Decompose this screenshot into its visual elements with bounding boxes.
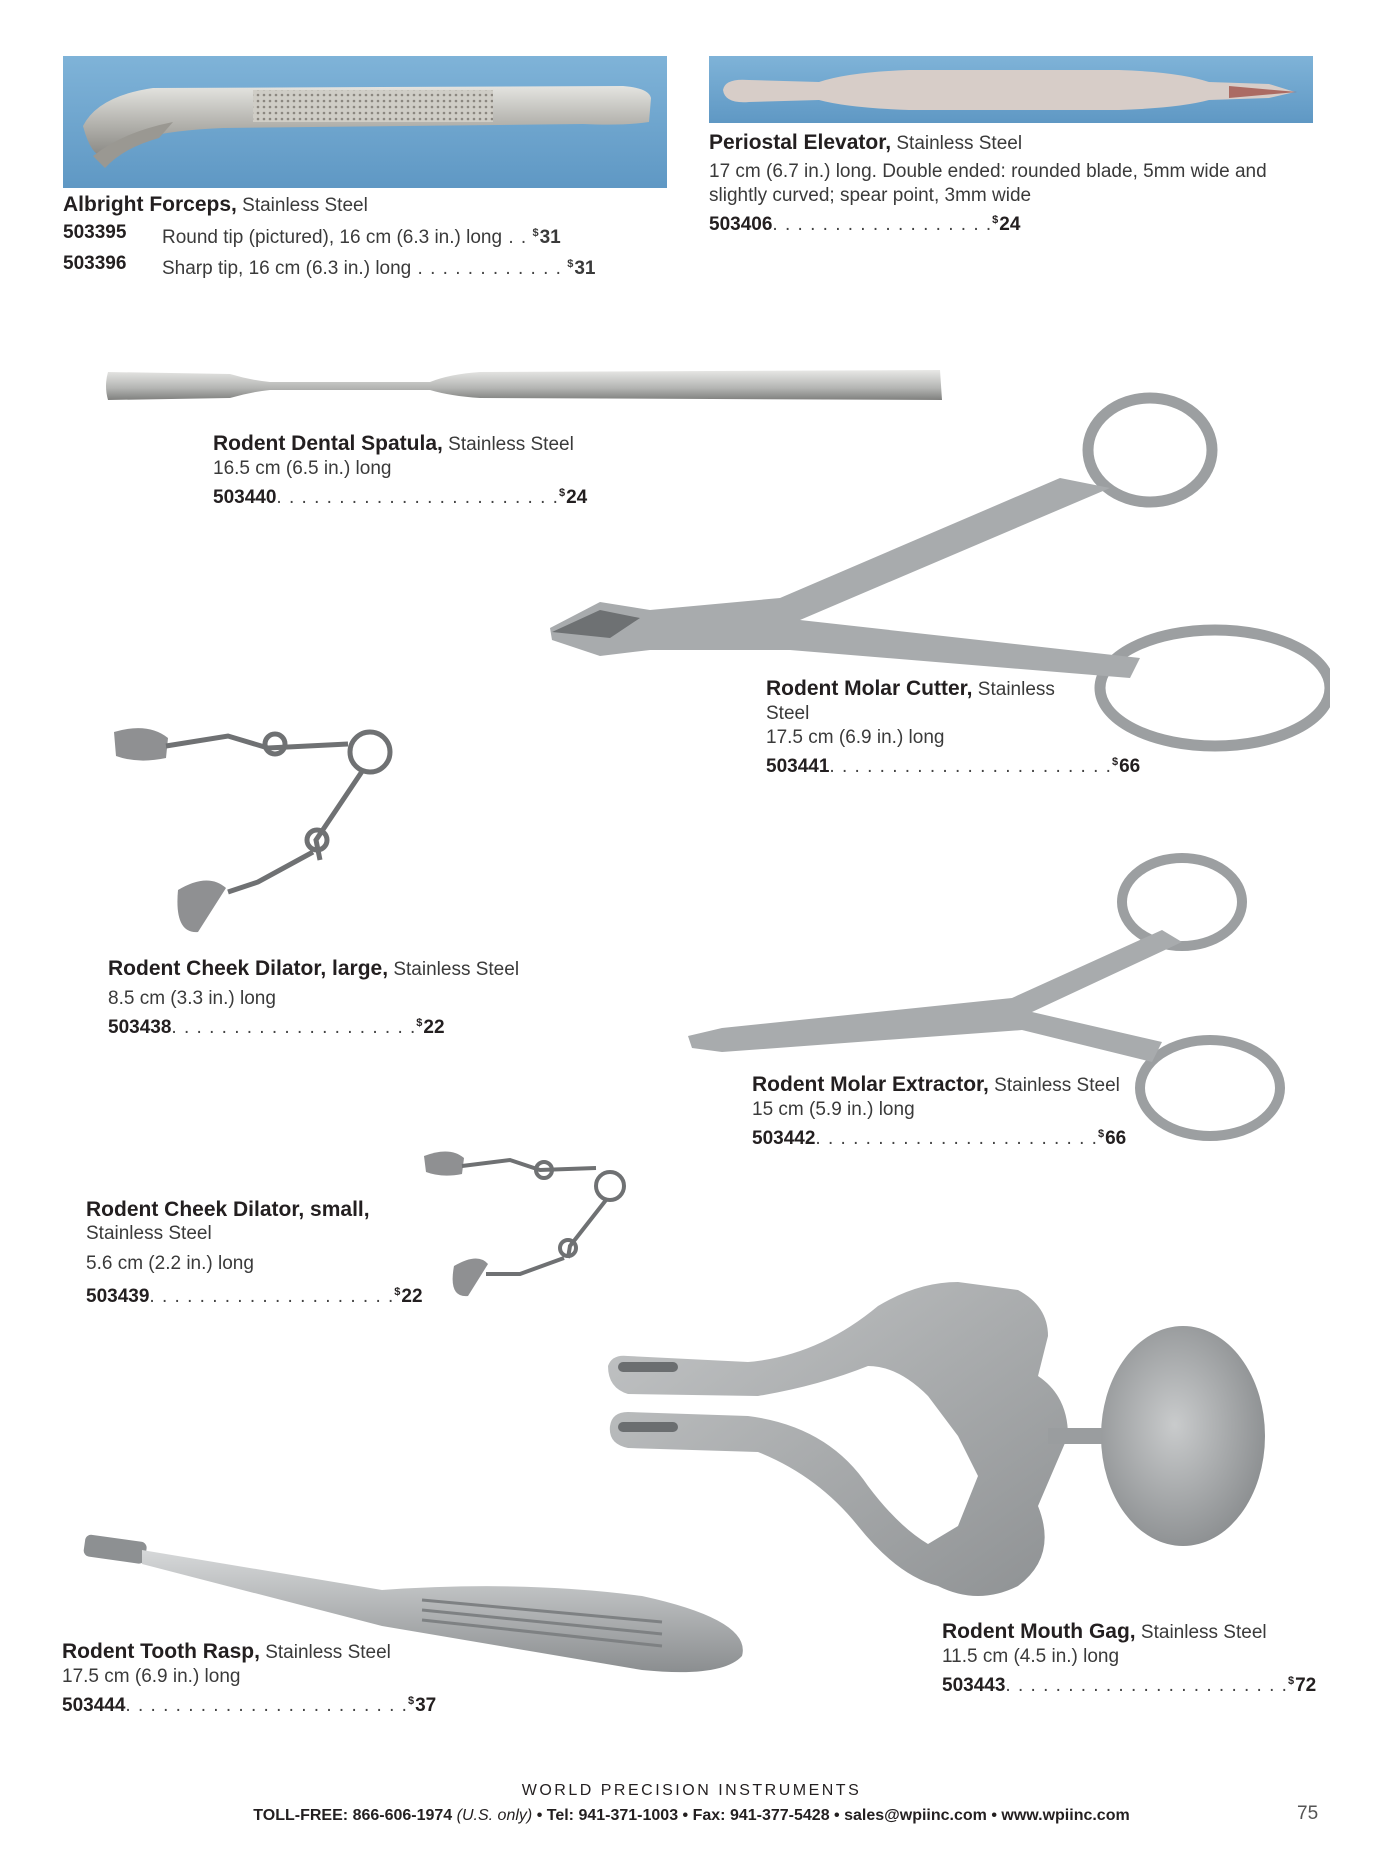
sku: 503396 xyxy=(63,253,127,274)
separator: • xyxy=(536,1807,543,1824)
fax: Fax: 941-377-5428 xyxy=(692,1807,830,1824)
website-link[interactable]: www.wpiinc.com xyxy=(1001,1807,1130,1824)
footer-contact-line xyxy=(0,1807,1383,1825)
product-row xyxy=(63,221,583,250)
sku: 503443 xyxy=(942,1675,1006,1696)
dilator-large-heading xyxy=(108,957,568,982)
cheek-dilator-large-photo xyxy=(108,722,398,940)
product-material: Stainless Steel xyxy=(994,1075,1120,1096)
sku: 503440 xyxy=(213,487,277,508)
product-material: Stainless Steel xyxy=(242,195,368,216)
extractor-heading xyxy=(752,1073,1192,1098)
periostal-elevator-block xyxy=(709,131,1309,237)
leader-dots: . . xyxy=(502,227,528,248)
product-name: Rodent Mouth Gag, xyxy=(942,1620,1136,1643)
product-description: 8.5 cm (3.3 in.) long xyxy=(108,988,276,1009)
separator: • xyxy=(682,1807,689,1824)
product-name: Rodent Cheek Dilator, small, xyxy=(86,1198,370,1221)
product-row xyxy=(766,750,1141,779)
product-description-cont: slightly curved; spear point, 3mm wide xyxy=(709,185,1032,206)
email-link[interactable]: sales@wpiinc.com xyxy=(844,1807,987,1824)
cheek-dilator-large-block xyxy=(108,957,568,1040)
product-material: Stainless xyxy=(977,679,1055,700)
periostal-heading xyxy=(709,131,1309,156)
telephone[interactable]: Tel: 941-371-1003 xyxy=(546,1807,679,1824)
price: $37 xyxy=(407,1695,437,1716)
cutter-heading xyxy=(766,677,1066,702)
price: $22 xyxy=(416,1017,445,1038)
product-row xyxy=(942,1669,1342,1698)
sku: 503444 xyxy=(62,1695,126,1716)
us-only-note: (U.S. only) xyxy=(456,1807,533,1824)
leader-dots: . . . . . . . . . . . . . . . . . . . . . . . xyxy=(276,487,559,508)
product-material: Stainless Steel xyxy=(393,959,520,980)
price: $31 xyxy=(567,258,596,279)
product-description: 16.5 cm (6.5 in.) long xyxy=(213,458,392,479)
leader-dots: . . . . . . . . . . . . . . . . . . . . xyxy=(149,1286,395,1307)
albright-forceps-heading xyxy=(63,193,583,218)
product-description: 17.5 cm (6.9 in.) long xyxy=(766,727,945,748)
product-name: Rodent Dental Spatula, xyxy=(213,432,443,455)
separator: • xyxy=(991,1807,997,1824)
row-description: Sharp tip, 16 cm (6.3 in.) long xyxy=(162,258,412,279)
price: $66 xyxy=(1097,1128,1127,1149)
product-name: Rodent Molar Extractor, xyxy=(752,1073,989,1096)
footer-brand: WORLD PRECISION INSTRUMENTS xyxy=(521,1782,862,1799)
product-row xyxy=(108,1011,568,1040)
leader-dots: . . . . . . . . . . . . . . . . . . . . . . . xyxy=(829,756,1112,777)
leader-dots: . . . . . . . . . . . . . . . . . . . . . . . xyxy=(125,1695,408,1716)
leader-dots: . . . . . . . . . . . . xyxy=(411,258,562,279)
albright-forceps-block xyxy=(63,193,596,281)
rasp-heading xyxy=(62,1640,482,1665)
product-row xyxy=(752,1122,1192,1151)
sku: 503439 xyxy=(86,1286,150,1307)
tollfree-number[interactable]: 866-606-1974 xyxy=(352,1807,453,1824)
leader-dots: . . . . . . . . . . . . . . . . . . . . xyxy=(171,1017,417,1038)
tollfree-label: TOLL-FREE: xyxy=(253,1807,349,1824)
periostal-elevator-photo xyxy=(709,56,1313,123)
product-description: 17.5 cm (6.9 in.) long xyxy=(62,1666,241,1687)
sku: 503442 xyxy=(752,1128,816,1149)
product-row xyxy=(709,208,1309,237)
leader-dots: . . . . . . . . . . . . . . . . . . . . . . . xyxy=(815,1128,1098,1149)
leader-dots: . . . . . . . . . . . . . . . . . . . . . . . xyxy=(1005,1675,1288,1696)
product-description: 5.6 cm (2.2 in.) long xyxy=(86,1253,254,1274)
separator: • xyxy=(834,1807,840,1824)
product-material: Stainless Steel xyxy=(448,434,574,455)
product-name: Rodent Cheek Dilator, large, xyxy=(108,957,389,980)
product-description: 17 cm (6.7 in.) long. Double ended: rounded blade, 5mm wide and xyxy=(709,161,1267,182)
product-name: Rodent Tooth Rasp, xyxy=(62,1640,260,1663)
albright-forceps-photo xyxy=(63,56,667,188)
product-description: 15 cm (5.9 in.) long xyxy=(752,1099,915,1120)
product-material: Stainless Steel xyxy=(1140,1622,1267,1643)
price: $66 xyxy=(1111,756,1141,777)
mouth-gag-block xyxy=(942,1620,1342,1698)
price: $24 xyxy=(558,487,588,508)
price: $72 xyxy=(1287,1675,1317,1696)
row-description: Round tip (pictured), 16 cm (6.3 in.) long xyxy=(162,227,503,248)
product-row xyxy=(62,1689,482,1718)
price: $22 xyxy=(394,1286,423,1307)
product-row xyxy=(86,1280,426,1309)
product-name: Rodent Molar Cutter, xyxy=(766,677,973,700)
molar-cutter-block xyxy=(766,677,1141,779)
product-material-cont: Steel xyxy=(766,703,810,724)
tooth-rasp-block xyxy=(62,1640,482,1718)
price: $24 xyxy=(992,214,1021,235)
price: $31 xyxy=(532,227,561,248)
product-name: Periostal Elevator, xyxy=(709,131,892,154)
sku: 503395 xyxy=(63,222,127,243)
product-material: Stainless Steel xyxy=(265,1642,391,1663)
sku: 503438 xyxy=(108,1017,172,1038)
product-material: Stainless Steel xyxy=(86,1223,212,1244)
cheek-dilator-small-block xyxy=(86,1198,426,1309)
molar-extractor-block xyxy=(752,1073,1192,1151)
gag-heading xyxy=(942,1620,1342,1645)
page-number: 75 xyxy=(1297,1803,1319,1824)
product-row xyxy=(63,252,596,281)
product-description: 11.5 cm (4.5 in.) long xyxy=(942,1646,1120,1667)
sku: 503441 xyxy=(766,756,830,777)
sku: 503406 xyxy=(709,214,773,235)
product-material: Stainless Steel xyxy=(896,133,1023,154)
leader-dots: . . . . . . . . . . . . . . . . . . xyxy=(772,214,993,235)
product-name: Albright Forceps, xyxy=(63,193,237,216)
